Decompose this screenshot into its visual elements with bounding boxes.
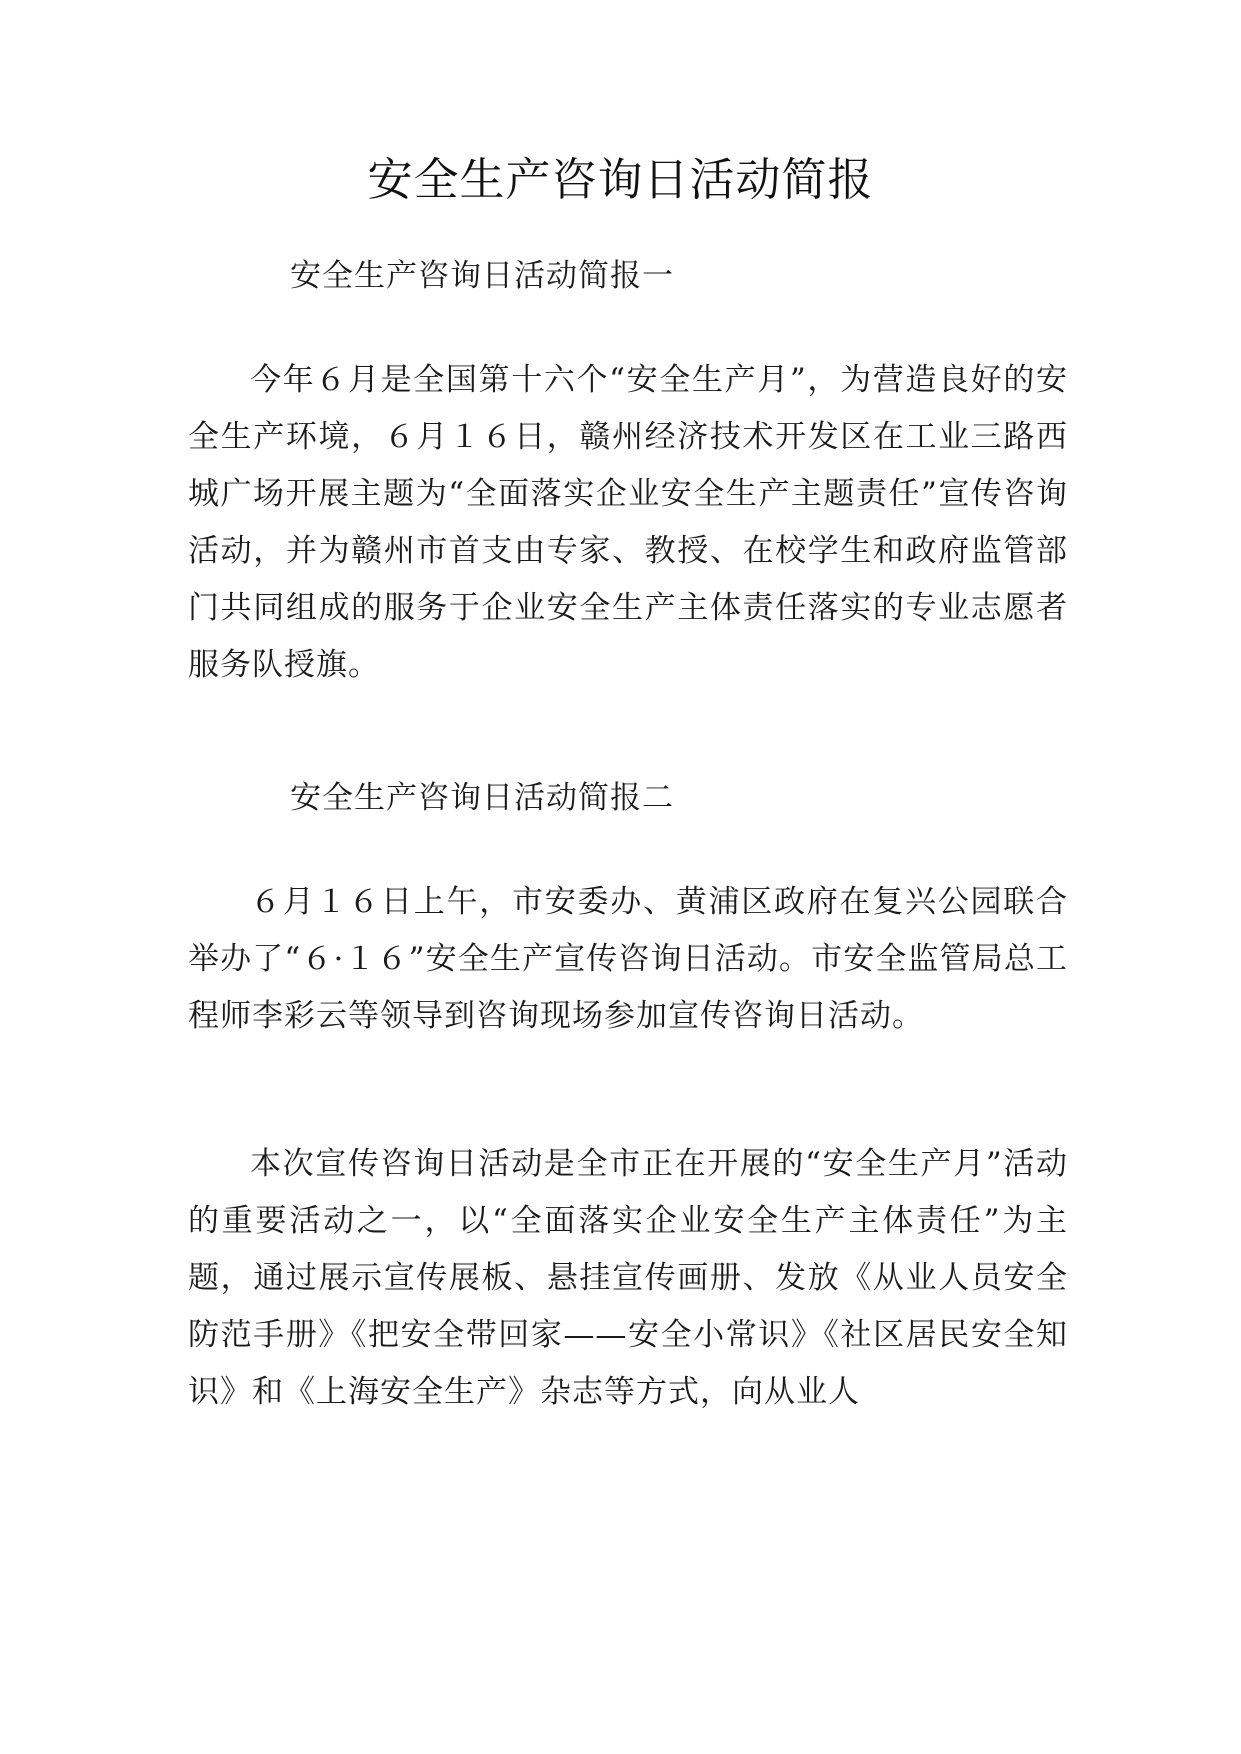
section-1-body [188, 352, 1068, 694]
section-2-body-1 [188, 874, 1068, 1045]
document-title: 安全生产咨询日活动简报 [367, 153, 874, 206]
paragraph: 今年６月是全国第十六个“安全生产月”，为营造良好的安全生产环境，６月１６日，赣州经济技术开发区在工业三路西城广场开展主题为“全面落实企业安全生产主题责任”宣传咨询活动，并为赣州市首支由专家、教授、在校学生和政府监管部门共同组成的服务于企业安全生产主体责任落实的专业志愿者服务队授旗。 [188, 362, 1068, 683]
paragraph: 本次宣传咨询日活动是全市正在开展的“安全生产月”活动的重要活动之一，以“全面落实企业安全生产主体责任”为主题，通过展示宣传展板、悬挂宣传画册、发放《从业人员安全防范手册》《把安全带回家——安全小常识》《社区居民安全知识》和《上海安全生产》杂志等方式，向从业人 [188, 1146, 1068, 1410]
paragraph: ６月１６日上午，市安委办、黄浦区政府在复兴公园联合举办了“６·１６”安全生产宣传咨询日活动。市安全监管局总工程师李彩云等领导到咨询现场参加宣传咨询日活动。 [188, 884, 1068, 1034]
section-heading-1: 安全生产咨询日活动简报一 [290, 258, 674, 294]
section-2-body-2 [188, 1136, 1068, 1421]
section-heading-2: 安全生产咨询日活动简报二 [290, 780, 674, 816]
